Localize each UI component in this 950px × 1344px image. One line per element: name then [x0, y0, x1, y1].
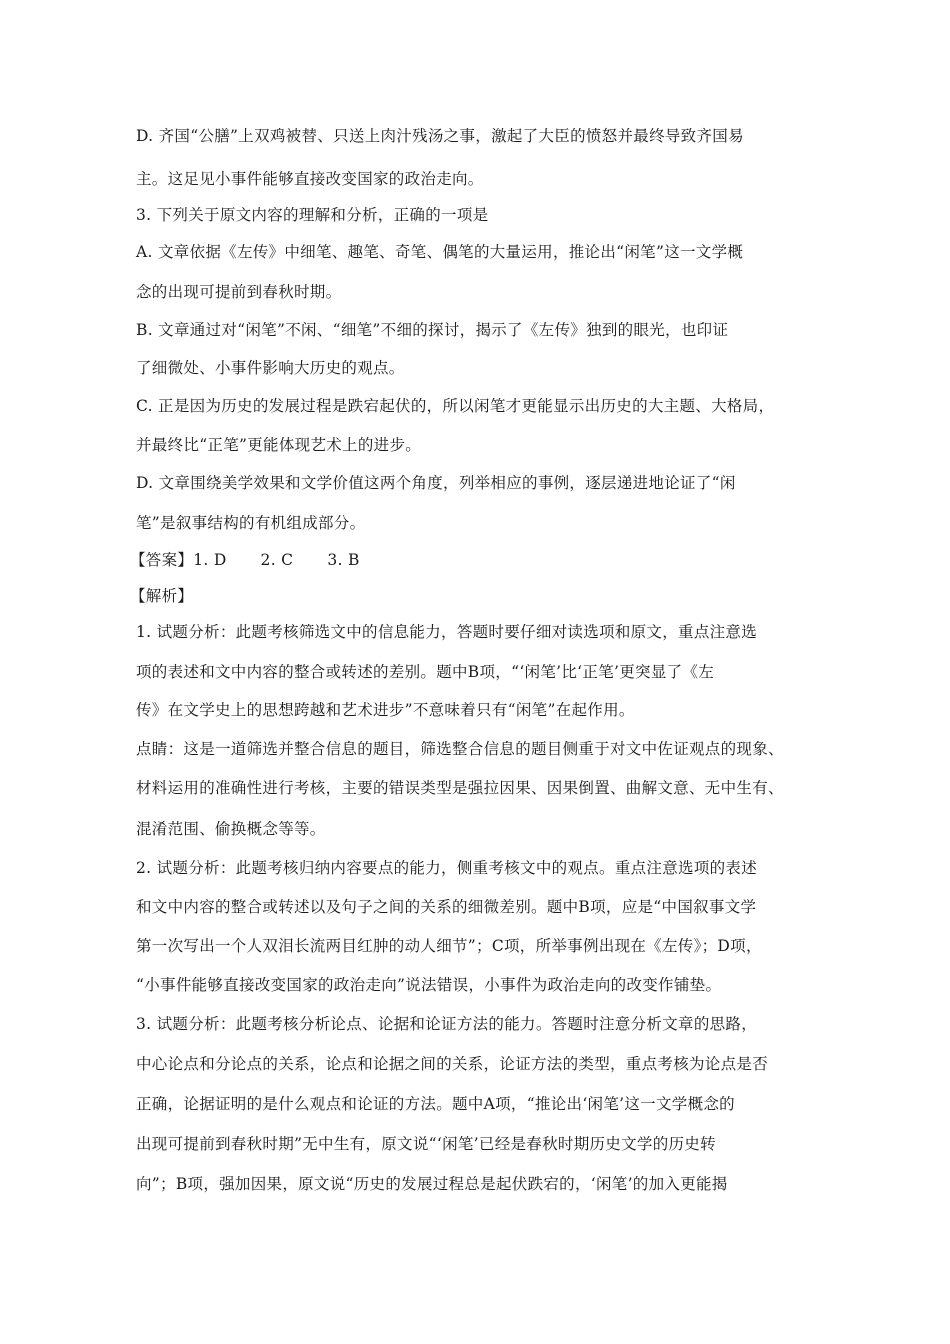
- option-a-line-2: 念的出现可提前到春秋时期。: [136, 283, 342, 301]
- answer-1: 【答案】1. D: [130, 551, 227, 569]
- analysis-2-line-2: 和文中内容的整合或转述以及句子之间的关系的细微差别。题中B项，应是“中国叙事文学: [136, 898, 757, 916]
- analysis-3-line-1: 3. 试题分析：此题考核分析论点、论据和论证方法的能力。答题时注意分析文章的思路，: [136, 1015, 758, 1033]
- key-point-line-1: 点睛：这是一道筛选并整合信息的题目，筛选整合信息的题目侧重于对文中佐证观点的现象、: [136, 740, 784, 758]
- answer-2: 2. C: [260, 551, 294, 569]
- analysis-2-line-3: 第一次写出一个人双泪长流两目红肿的动人细节”；C项，所举事例出现在《左传》；D项，: [136, 937, 762, 955]
- answer-line: [130, 548, 820, 572]
- analysis-heading: 【解析】: [130, 587, 194, 605]
- option-a-line-1: A. 文章依据《左传》中细笔、趣笔、奇笔、偶笔的大量运用，推论出“闲笔”这一文学概: [136, 243, 744, 261]
- analysis-3-line-2: 中心论点和分论点的关系，论点和论据之间的关系，论证方法的类型，重点考核为论点是否: [136, 1055, 769, 1073]
- analysis-2-line-1: 2. 试题分析：此题考核归纳内容要点的能力，侧重考核文中的观点。重点注意选项的表述: [136, 859, 758, 877]
- answer-3: 3. B: [327, 551, 360, 569]
- analysis-2-line-4: “小事件能够直接改变国家的政治走向”说法错误，小事件为政治走向的改变作铺垫。: [136, 976, 722, 994]
- option-b-line-1: B. 文章通过对“闲笔”不闲、“细笔”不细的探讨，揭示了《左传》独到的眼光，也印证: [136, 321, 729, 339]
- option-d-line-1: D. 文章围绕美学效果和文学价值这两个角度，列举相应的事例，逐层递进地论证了“闲: [136, 474, 736, 492]
- analysis-3-line-4: 出现可提前到春秋时期”无中生有，原文说“‘闲笔’已经是春秋时期历史文学的历史转: [136, 1135, 716, 1153]
- analysis-1-line-1: 1. 试题分析：此题考核筛选文中的信息能力，答题时要仔细对读选项和原文，重点注意选: [136, 623, 758, 641]
- option-b-line-2: 了细微处、小事件影响大历史的观点。: [136, 359, 405, 377]
- option-d-q2-line-2: 主。这足见小事件能够直接改变国家的政治走向。: [136, 170, 484, 188]
- analysis-3-line-3: 正确，论据证明的是什么观点和论证的方法。题中A项，“推论出‘闲笔’这一文学概念的: [136, 1095, 735, 1113]
- option-d-q2-line-1: D. 齐国“公膳”上双鸡被替、只送上肉汁残汤之事，激起了大臣的愤怒并最终导致齐国易: [136, 127, 744, 145]
- key-point-line-2: 材料运用的准确性进行考核，主要的错误类型是强拉因果、因果倒置、曲解文意、无中生有、: [136, 779, 784, 797]
- key-point-line-3: 混淆范围、偷换概念等等。: [136, 820, 326, 838]
- analysis-3-line-5: 向”；B项，强加因果，原文说“历史的发展过程总是起伏跌宕的，‘闲笔’的加入更能揭: [136, 1175, 728, 1193]
- option-d-line-2: 笔”是叙事结构的有机组成部分。: [136, 514, 366, 532]
- option-c-line-1: C. 正是因为历史的发展过程是跌宕起伏的，所以闲笔才更能显示出历史的大主题、大格局，: [136, 397, 775, 415]
- analysis-1-line-2: 项的表述和文中内容的整合或转述的差别。题中B项，“‘闲笔’比‘正笔’更突显了《左: [136, 663, 715, 681]
- question-3-stem: 3. 下列关于原文内容的理解和分析，正确的一项是: [136, 206, 489, 224]
- option-c-line-2: 并最终比“正笔”更能体现艺术上的进步。: [136, 436, 422, 454]
- analysis-1-line-3: 传》在文学史上的思想跨越和艺术进步”不意味着只有“闲笔”在起作用。: [136, 701, 635, 719]
